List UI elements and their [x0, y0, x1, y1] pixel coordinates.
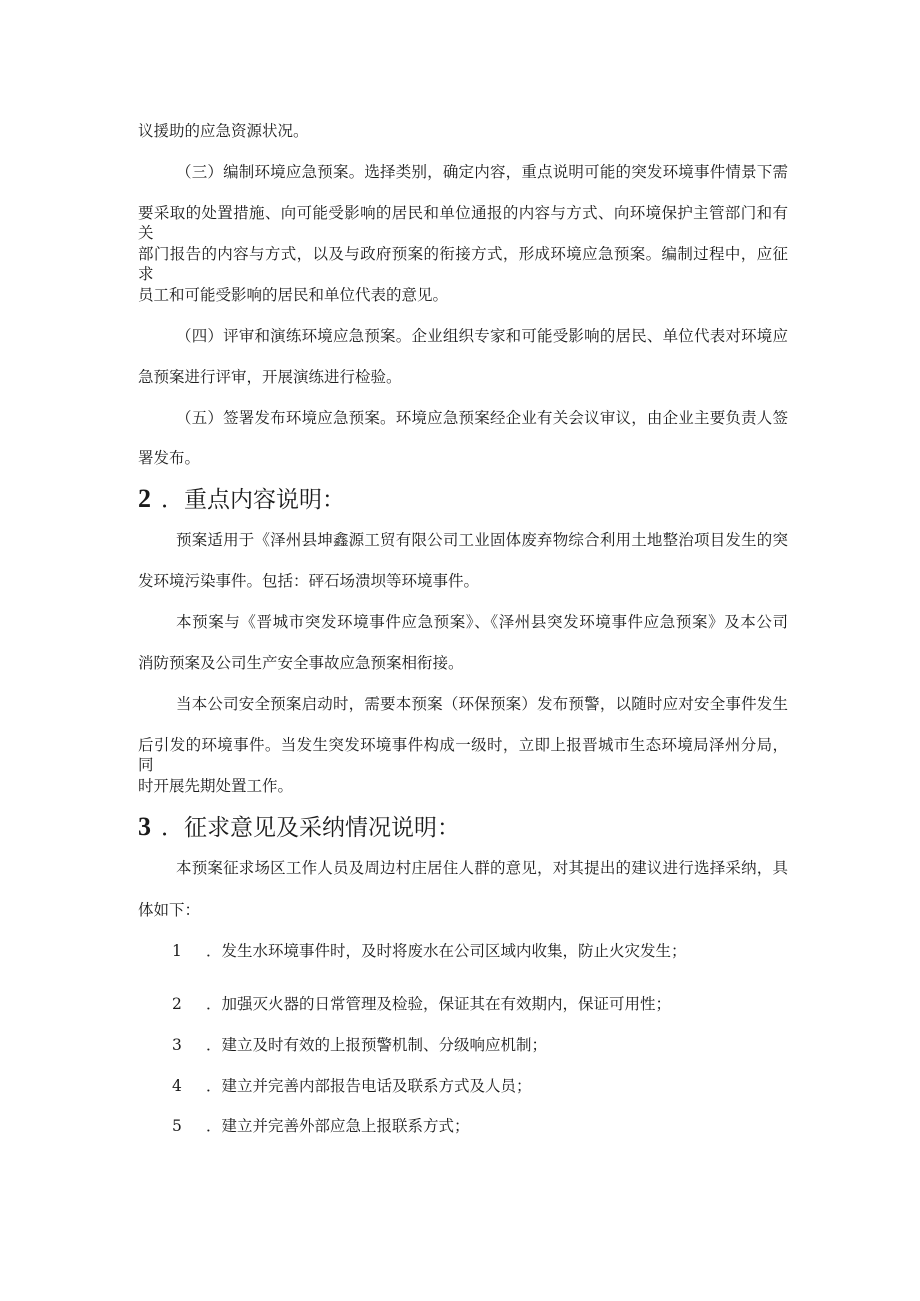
list-item: [172, 1116, 788, 1136]
list-item-number: 1: [172, 942, 182, 960]
section3-p1-line-2: 体如下：: [138, 901, 201, 919]
section2-heading: [138, 484, 788, 515]
section3-heading: [138, 812, 788, 843]
list-item-text: ．发生水环境事件时，及时将废水在公司区域内收集，防止火灾发生；: [206, 942, 687, 960]
section2-number: 2: [138, 484, 151, 513]
list-item: [172, 941, 788, 961]
list-item-text: ．建立并完善内部报告电话及联系方式及人员；: [206, 1077, 532, 1095]
step5-line-2: 署发布。: [138, 449, 201, 467]
step3-line-2: 要采取的处置措施、向可能受影响的居民和单位通报的内容与方式、向环境保护主管部门和有关: [138, 204, 788, 242]
list-item: [172, 994, 788, 1014]
section2-p1-line-1: 预案适用于《泽州县坤鑫源工贸有限公司工业固体废弃物综合利用土地整治项目发生的突: [176, 531, 788, 549]
step3-line-3: 部门报告的内容与方式，以及与政府预案的衔接方式，形成环境应急预案。编制过程中，应征求: [138, 245, 788, 283]
list-item-text: ．建立并完善外部应急上报联系方式；: [206, 1117, 470, 1135]
section3-p1-line-1: 本预案征求场区工作人员及周边村庄居住人群的意见，对其提出的建议进行选择采纳，具: [176, 859, 788, 877]
step3-line-1: （三）编制环境应急预案。选择类别，确定内容，重点说明可能的突发环境事件情景下需: [176, 163, 788, 181]
intro-tail-text: 议援助的应急资源状况。: [138, 122, 309, 140]
list-item-number: 5: [172, 1117, 182, 1135]
section2-p2-line-2: 消防预案及公司生产安全事故应急预案相衔接。: [138, 654, 464, 672]
list-item-text: ．加强灭火器的日常管理及检验，保证其在有效期内，保证可用性；: [206, 995, 672, 1013]
step4-line-2: 急预案进行评审，开展演练进行检验。: [138, 368, 402, 386]
section2-p2-line-1: 本预案与《晋城市突发环境事件应急预案》、《泽州县突发环境事件应急预案》及本公司: [176, 613, 788, 631]
section2-p1-line-2: 发环境污染事件。包括：砰石场溃坝等环境事件。: [138, 572, 480, 590]
section2-title: ．重点内容说明：: [161, 487, 345, 513]
section2-p3-line-1: 当本公司安全预案启动时，需要本预案（环保预案）发布预警，以随时应对安全事件发生: [176, 695, 788, 713]
section2-p3-line-2: 后引发的环境事件。当发生突发环境事件构成一级时，立即上报晋城市生态环境局泽州分局，同: [138, 736, 788, 774]
section3-number: 3: [138, 812, 151, 841]
list-item-number: 3: [172, 1036, 182, 1054]
list-item-number: 4: [172, 1077, 182, 1095]
step4-line-1: （四）评审和演练环境应急预案。企业组织专家和可能受影响的居民、单位代表对环境应: [176, 327, 788, 345]
list-item-number: 2: [172, 995, 182, 1013]
step3-line-4: 员工和可能受影响的居民和单位代表的意见。: [138, 286, 449, 304]
section2-p3-line-3: 时开展先期处置工作。: [138, 777, 294, 795]
list-item: [172, 1035, 788, 1055]
list-item: [172, 1076, 788, 1096]
step5-line-1: （五）签署发布环境应急预案。环境应急预案经企业有关会议审议，由企业主要负责人签: [176, 409, 788, 427]
list-item-text: ．建立及时有效的上报预警机制、分级响应机制；: [206, 1036, 548, 1054]
section3-title: ．征求意见及采纳情况说明：: [161, 815, 460, 841]
